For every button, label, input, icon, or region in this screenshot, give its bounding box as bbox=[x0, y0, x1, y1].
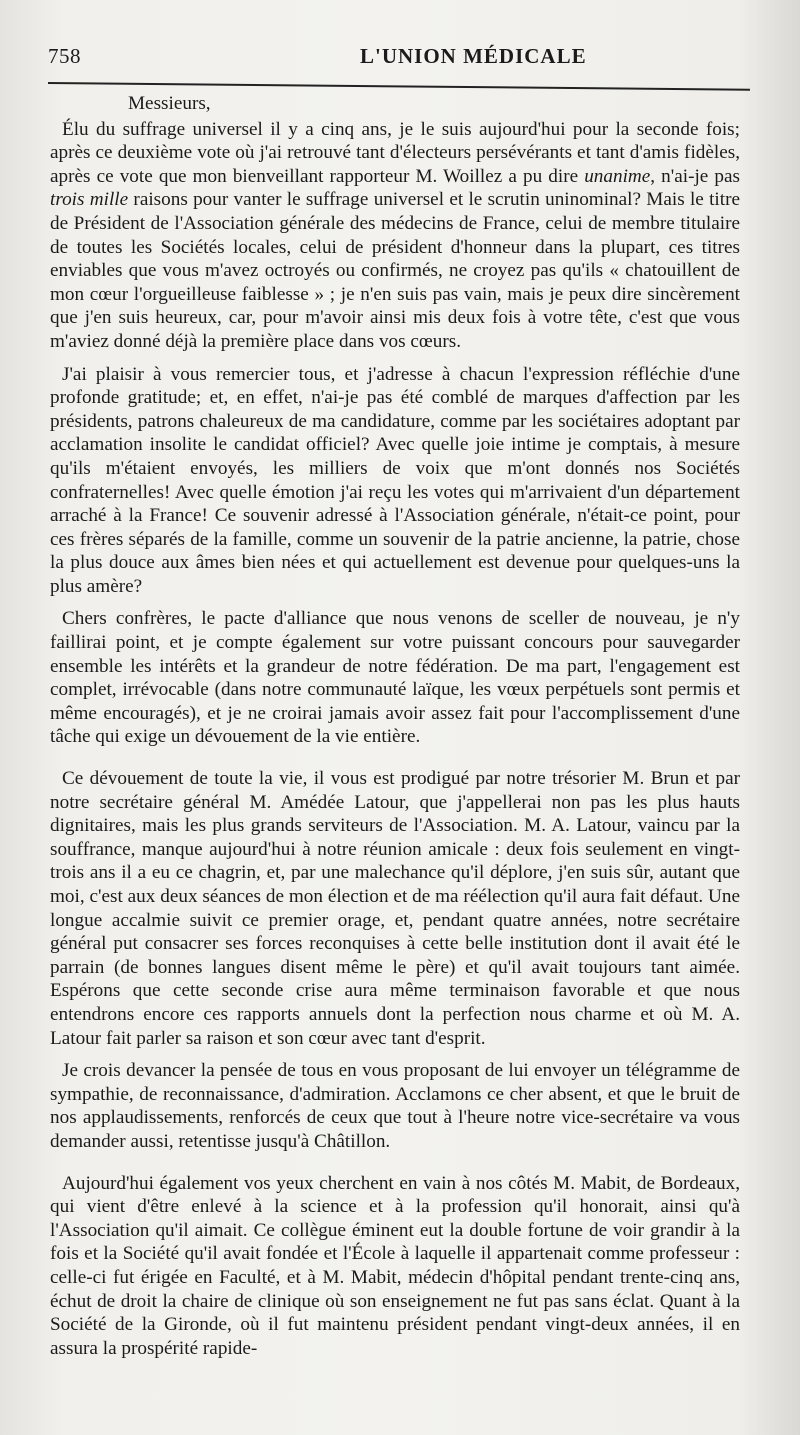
header-rule bbox=[48, 82, 750, 91]
paragraph-4: Ce dévouement de toute la vie, il vous est prodigué par notre trésorier M. Brun et par notre secrétaire général M. Amédée Latour, que j'appellerai non pas les plus hauts dignitaires, mais les plus grands serviteurs de l'Association. M. A. Latour, vaincu par la souffrance, manque aujourd'hui à notre réunion amicale : deux fois seulement en vingt-trois ans il a eu ce chagrin, et, par une malechance qu'il déplore, j'en suis sûr, autant que moi, c'est aux deux séances de mon élection et de ma réélection qu'il aura fait défaut. Une longue accalmie suivit ce premier orage, et, pendant quatre années, notre secrétaire général put consacrer ses forces reconquises à cette belle institution dont il avait été le parrain (de bonnes langues disent même le père) et qu'il avait toujours tant aimée. Espérons que cette seconde crise aura même terminaison favorable et que nous entendrons encore ces rapports annuels dont la perfection nous charme et où M. A. Latour fait parler sa raison et son cœur avec tant d'esprit. bbox=[50, 768, 740, 1049]
paragraph-5: Je crois devancer la pensée de tous en vous proposant de lui envoyer un télégramme de sympathie, de reconnaissance, d'admiration. Acclamons ce cher absent, et que le bruit de nos applaudissements, renforcés de ceux que tout à l'heure notre vice-secrétaire va vous demander aussi, retentisse jusqu'à Châtillon. bbox=[50, 1060, 740, 1152]
paragraph-6: Aujourd'hui également vos yeux cherchent en vain à nos côtés M. Mabit, de Bordeaux, qui vient d'être enlevé à la science et à la profession qu'il honorait, ainsi qu'à l'Association qu'il aimait. Ce collègue éminent eut la double fortune de voir grandir à la fois et la Société qu'il avait fondée et l'École à laquelle il appartenait comme professeur : celle-ci fut érigée en Faculté, et à M. Mabit, médecin d'hôpital pendant trente-cinq ans, échut de droit la chaire de clinique où son enseignement ne fut pas sans éclat. Quant à la Société de la Gironde, où il fut maintenu président pendant vingt-deux années, il en assura la prospérité rapide- bbox=[50, 1172, 740, 1359]
italic-unanime: unanime bbox=[584, 165, 651, 187]
paragraph-1-part-b: , n'ai-je pas bbox=[650, 165, 740, 187]
paragraph-1 bbox=[50, 118, 740, 354]
page-header bbox=[48, 44, 738, 74]
paragraph-1-part-c: raisons pour vanter le suffrage universel et le scrutin uninominal? Mais le titre de Président de l'Association générale des médecins de France, celui de membre titulaire de toutes les Sociétés locales, celui de président d'honneur dans la plupart, ces titres enviables que vous m'avez octroyés ou confirmés, ne croyez pas qu'ils « chatouillent de mon cœur l'orgueilleuse faiblesse » ; je n'en suis pas vain, mais je peux dire sincèrement que j'en suis heureux, car, pour m'avoir ainsi mis deux fois à votre tête, c'est que vous m'aviez donné déjà la première place dans vos cœurs. bbox=[50, 189, 740, 352]
paragraph-2: J'ai plaisir à vous remercier tous, et j'adresse à chacun l'expression réfléchie d'une profonde gratitude; et, en effet, n'ai-je pas été comblé de marques d'affection par les présidents, patrons chaleureux de ma candidature, comme par les sociétaires adoptant par acclamation insolite le candidat officiel? Avec quelle joie intime je comptais, à mesure qu'ils m'étaient envoyés, les milliers de voix que m'ont donnés nos Sociétés confraternelles! Avec quelle émotion j'ai reçu les votes qui m'arrivaient d'un département arraché à la France! Ce souvenir adressé à l'Association générale, n'était-ce point, pour ces frères séparés de la famille, comme un souvenir de la patrie ancienne, la patrie, chose la plus douce aux âmes bien nées et qui actuellement est devenue pour quelques-uns la plus amère? bbox=[50, 363, 740, 597]
greeting: Messieurs, bbox=[128, 93, 211, 114]
page-edge-shadow bbox=[740, 0, 800, 1435]
body-text bbox=[50, 92, 740, 1360]
running-title: L'UNION MÉDICALE bbox=[360, 44, 587, 68]
page-number: 758 bbox=[48, 44, 81, 68]
paragraph-3: Chers confrères, le pacte d'alliance que nous venons de sceller de nouveau, je n'y faillirai point, et je compte également sur votre puissant concours pour sauvegarder ensemble les intérêts et la grandeur de notre fédération. De ma part, l'engagement est complet, irrévocable (dans notre communauté laïque, les vœux perpétuels sont permis et même encouragés), et je ne croirai jamais avoir assez fait pour l'accomplissement d'une tâche qui exige un dévouement de la vie entière. bbox=[50, 608, 740, 748]
italic-trois-mille: trois mille bbox=[50, 189, 129, 211]
paragraph-1-part-a: Élu du suffrage universel il y a cinq ans, je le suis aujourd'hui pour la seconde fois; après ce deuxième vote où j'ai retrouvé tant d'électeurs persévérants et tant d'amis fidèles, après ce vote que mon bienveillant rapporteur M. Woillez a pu dire bbox=[50, 118, 740, 187]
